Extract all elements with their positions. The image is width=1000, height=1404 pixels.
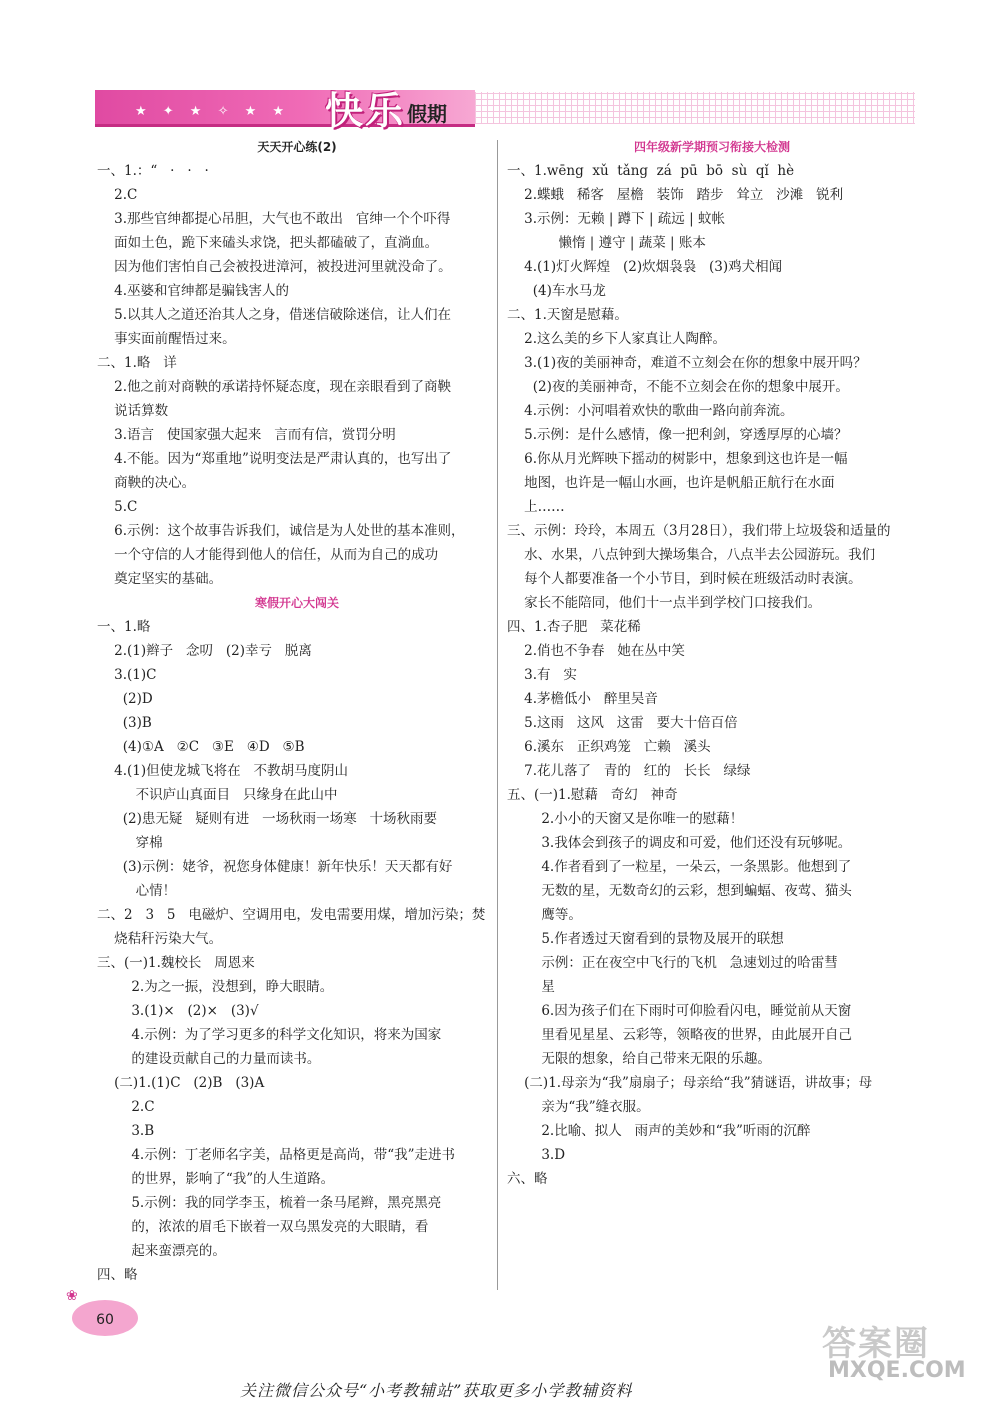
answer-line: 的，浓浓的眉毛下嵌着一双乌黑发亮的大眼睛，看 (97, 1219, 429, 1235)
answer-line: 4.茅檐低小 醉里吴音 (507, 691, 658, 707)
star-decoration-icon: ★ ✦ ★ ✧ ★ ★ (135, 104, 291, 119)
answer-line: 星 (507, 979, 555, 995)
banner-title-sub: 假期 (407, 102, 447, 126)
answer-line: 2.他之前对商鞅的承诺持怀疑态度，现在亲眼看到了商鞅 (97, 379, 452, 395)
section-heading: 天天开心练(2) (257, 140, 337, 154)
page-number: 60 (72, 1300, 138, 1336)
answer-line: 3.语言 使国家强大起来 言而有信，赏罚分明 (97, 427, 396, 443)
answer-line: 家长不能陪同，他们十一点半到学校门口接我们。 (507, 595, 822, 611)
answer-line: 3.(1)× (2)× (3)√ (97, 1003, 259, 1019)
answer-line: (3)B (97, 715, 152, 731)
answer-line: 说话算数 (97, 403, 169, 419)
answer-line: 3.那些官绅都提心吊胆，大气也不敢出 官绅一个个吓得 (97, 211, 451, 227)
answer-line: 二、1.略 详 (97, 355, 177, 371)
section-heading: 四年级新学期预习衔接大检测 (633, 140, 790, 154)
answer-line: 不识庐山真面目 只缘身在此山中 (97, 787, 338, 803)
answer-line: 地图，也许是一幅山水画，也许是帆船正航行在水面 (507, 475, 835, 491)
footer-note: 关注微信公众号“小考教辅站”获取更多小学教辅资料 (240, 1381, 633, 1400)
banner-grid-pattern (475, 92, 915, 124)
watermark-text: 答案圈 (822, 1324, 930, 1364)
answer-line: 4.(1)灯火辉煌 (2)炊烟袅袅 (3)鸡犬相闻 (507, 259, 783, 275)
answer-line: (二)1.(1)C (2)B (3)A (97, 1075, 265, 1091)
answer-line: 三、(一)1.魏校长 周恩来 (97, 955, 255, 971)
answer-line: 5.示例：我的同学李玉，梳着一条马尾辫，黑亮黑亮 (97, 1195, 442, 1211)
answer-line: 4.示例：为了学习更多的科学文化知识，将来为国家 (97, 1027, 442, 1043)
answer-line: 3.B (97, 1123, 155, 1139)
answer-line: (二)1.母亲为“我”扇扇子；母亲给“我”猜谜语，讲故事；母 (507, 1075, 873, 1091)
sprout-icon: ❀ (66, 1288, 78, 1304)
answer-line: 亲为“我”缝衣服。 (507, 1099, 650, 1115)
section-heading: 寒假开心大闯关 (254, 596, 339, 610)
answer-line: 2.C (97, 1099, 155, 1115)
answer-line: 6.你从月光辉映下摇动的树影中，想象到这也许是一幅 (507, 451, 848, 467)
answer-line: 3.(1)夜的美丽神奇，难道不立刻会在你的想象中展开吗？ (507, 355, 867, 371)
answer-line: 2.C (97, 187, 138, 203)
answer-line: 2.蝶蛾 稀客 屋檐 装饰 踏步 耸立 沙滩 锐利 (507, 187, 844, 203)
answer-line: 事实面前醒悟过来。 (97, 331, 236, 347)
answer-line: 4.示例：小河唱着欢快的歌曲一路向前奔流。 (507, 403, 794, 419)
answer-line: 穿棉 (97, 835, 163, 851)
answer-line: 里看见星星、云彩等，领略夜的世界，由此展开自己 (507, 1027, 852, 1043)
answer-line: (2)患无疑 疑则有进 一场秋雨一场寒 十场秋雨要 (97, 811, 437, 827)
answer-line: 3.示例：无赖 | 蹲下 | 疏远 | 蚊帐 (507, 211, 725, 227)
answer-line: 无数的星，无数奇幻的云彩，想到蝙蝠、夜莺、猫头 (507, 883, 852, 899)
answer-line: 4.示例：丁老师名字美，品格更是高尚，带“我”走进书 (97, 1147, 456, 1163)
answer-line: 6.示例：这个故事告诉我们，诚信是为人处世的基本准则， (97, 523, 465, 539)
answer-line: 4.(1)但使龙城飞将在 不教胡马度阴山 (97, 763, 349, 779)
answer-line: 3.D (507, 1147, 566, 1163)
answer-line: 4.作者看到了一粒星，一朵云，一条黑影。他想到了 (507, 859, 852, 875)
answer-line: 2.俏也不争春 她在丛中笑 (507, 643, 685, 659)
banner-title-main: 快乐 (325, 89, 406, 133)
answer-line: 5.以其人之道还治其人之身，借迷信破除迷信，让人们在 (97, 307, 452, 323)
answer-line: (4)车水马龙 (507, 283, 606, 299)
answer-line: 的建设贡献自己的力量而读书。 (97, 1051, 321, 1067)
watermark-logo (822, 1316, 992, 1396)
answer-line: (2)夜的美丽神奇，不能不立刻会在你的想象中展开。 (507, 379, 849, 395)
answer-line: 的世界，影响了“我”的人生道路。 (97, 1171, 335, 1187)
answer-line: 一个守信的人才能得到他人的信任，从而为自己的成功 (97, 547, 439, 563)
answer-line: 2.比喻、拟人 雨声的美妙和“我”听雨的沉醉 (507, 1123, 811, 1139)
answer-line: 鹰等。 (507, 907, 582, 923)
watermark-url: MXQE.COM (828, 1358, 966, 1383)
answer-line: 7.花儿落了 青的 红的 长长 绿绿 (507, 763, 751, 779)
answer-line: 因为他们害怕自己会被投进漳河，被投进河里就没命了。 (97, 259, 452, 275)
answer-line: 四、略 (97, 1267, 138, 1283)
answer-line: 3.有 实 (507, 667, 577, 683)
answer-line: 3.我体会到孩子的调皮和可爱，他们还没有玩够呢。 (507, 835, 852, 851)
answer-line: 水、水果，八点钟到大操场集合，八点半去公园游玩。我们 (507, 547, 876, 563)
left-column (97, 135, 497, 1287)
answer-line: 5.示例：是什么感情，像一把利剑，穿透厚厚的心墙？ (507, 427, 848, 443)
answer-line: 烧秸秆污染大气。 (97, 931, 223, 947)
answer-line: 3.(1)C (97, 667, 157, 683)
answer-line: 四、1.杏子肥 菜花稀 (507, 619, 641, 635)
answer-line: 懒惰 | 遵守 | 蔬菜 | 账本 (507, 235, 706, 251)
answer-line: 4.巫婆和官绅都是骗钱害人的 (97, 283, 290, 299)
answer-line: 二、1.天窗是慰藉。 (507, 307, 628, 323)
answer-line: 每个人都要准备一个小节目，到时候在班级活动时表演。 (507, 571, 862, 587)
right-column (507, 135, 917, 1191)
answer-line: 4.不能。因为“郑重地”说明变法是严肃认真的，也写出了 (97, 451, 452, 467)
answer-line: 一、1.：“ · · · (97, 163, 209, 179)
answer-line: 5.C (97, 499, 138, 515)
answer-line: 2.小小的天窗又是你唯一的慰藉！ (507, 811, 744, 827)
answer-line: 2.为之一振，没想到，睁大眼睛。 (97, 979, 334, 995)
answer-line: 6.溪东 正织鸡笼 亡赖 溪头 (507, 739, 711, 755)
answer-line: 2.(1)辫子 念叨 (2)幸亏 脱离 (97, 643, 312, 659)
header-banner (95, 80, 915, 133)
answer-line: 心情！ (97, 883, 177, 899)
answer-line: 商鞅的决心。 (97, 475, 196, 491)
answer-line: 面如土色，跪下来磕头求饶，把头都磕破了，直淌血。 (97, 235, 439, 251)
answer-line: 2.这么美的乡下人家真让人陶醉。 (507, 331, 727, 347)
answer-line: (2)D (97, 691, 153, 707)
answer-line: (3)示例：姥爷，祝您身体健康！新年快乐！天天都有好 (97, 859, 453, 875)
answer-line: 5.作者透过天窗看到的景物及展开的联想 (507, 931, 784, 947)
answer-line: 示例：正在夜空中飞行的飞机 急速划过的哈雷彗 (507, 955, 838, 971)
answer-line: 六、略 (507, 1171, 548, 1187)
answer-line: 三、示例：玲玲，本周五（3月28日），我们带上垃圾袋和适量的 (507, 523, 891, 539)
column-divider (497, 140, 498, 1290)
answer-line: 6.因为孩子们在下雨时可仰脸看闪电，睡觉前从天窗 (507, 1003, 852, 1019)
answer-line: (4)①A ②C ③E ④D ⑤B (97, 739, 305, 755)
answer-line: 一、1.wēng xǔ tǎng zá pū bō sù qǐ hè (507, 163, 795, 179)
answer-line: 一、1.略 (97, 619, 151, 635)
answer-line: 无限的想象，给自己带来无限的乐趣。 (507, 1051, 771, 1067)
answer-line: 5.这雨 这风 这雷 要大十倍百倍 (507, 715, 738, 731)
answer-line: 五、(一)1.慰藉 奇幻 神奇 (507, 787, 678, 803)
answer-line: 起来蛮漂亮的。 (97, 1243, 226, 1259)
answer-line: 上…… (507, 499, 565, 515)
answer-line: 二、2 3 5 电磁炉、空调用电，发电需要用煤，增加污染；焚 (97, 907, 486, 923)
answer-line: 奠定坚实的基础。 (97, 571, 223, 587)
